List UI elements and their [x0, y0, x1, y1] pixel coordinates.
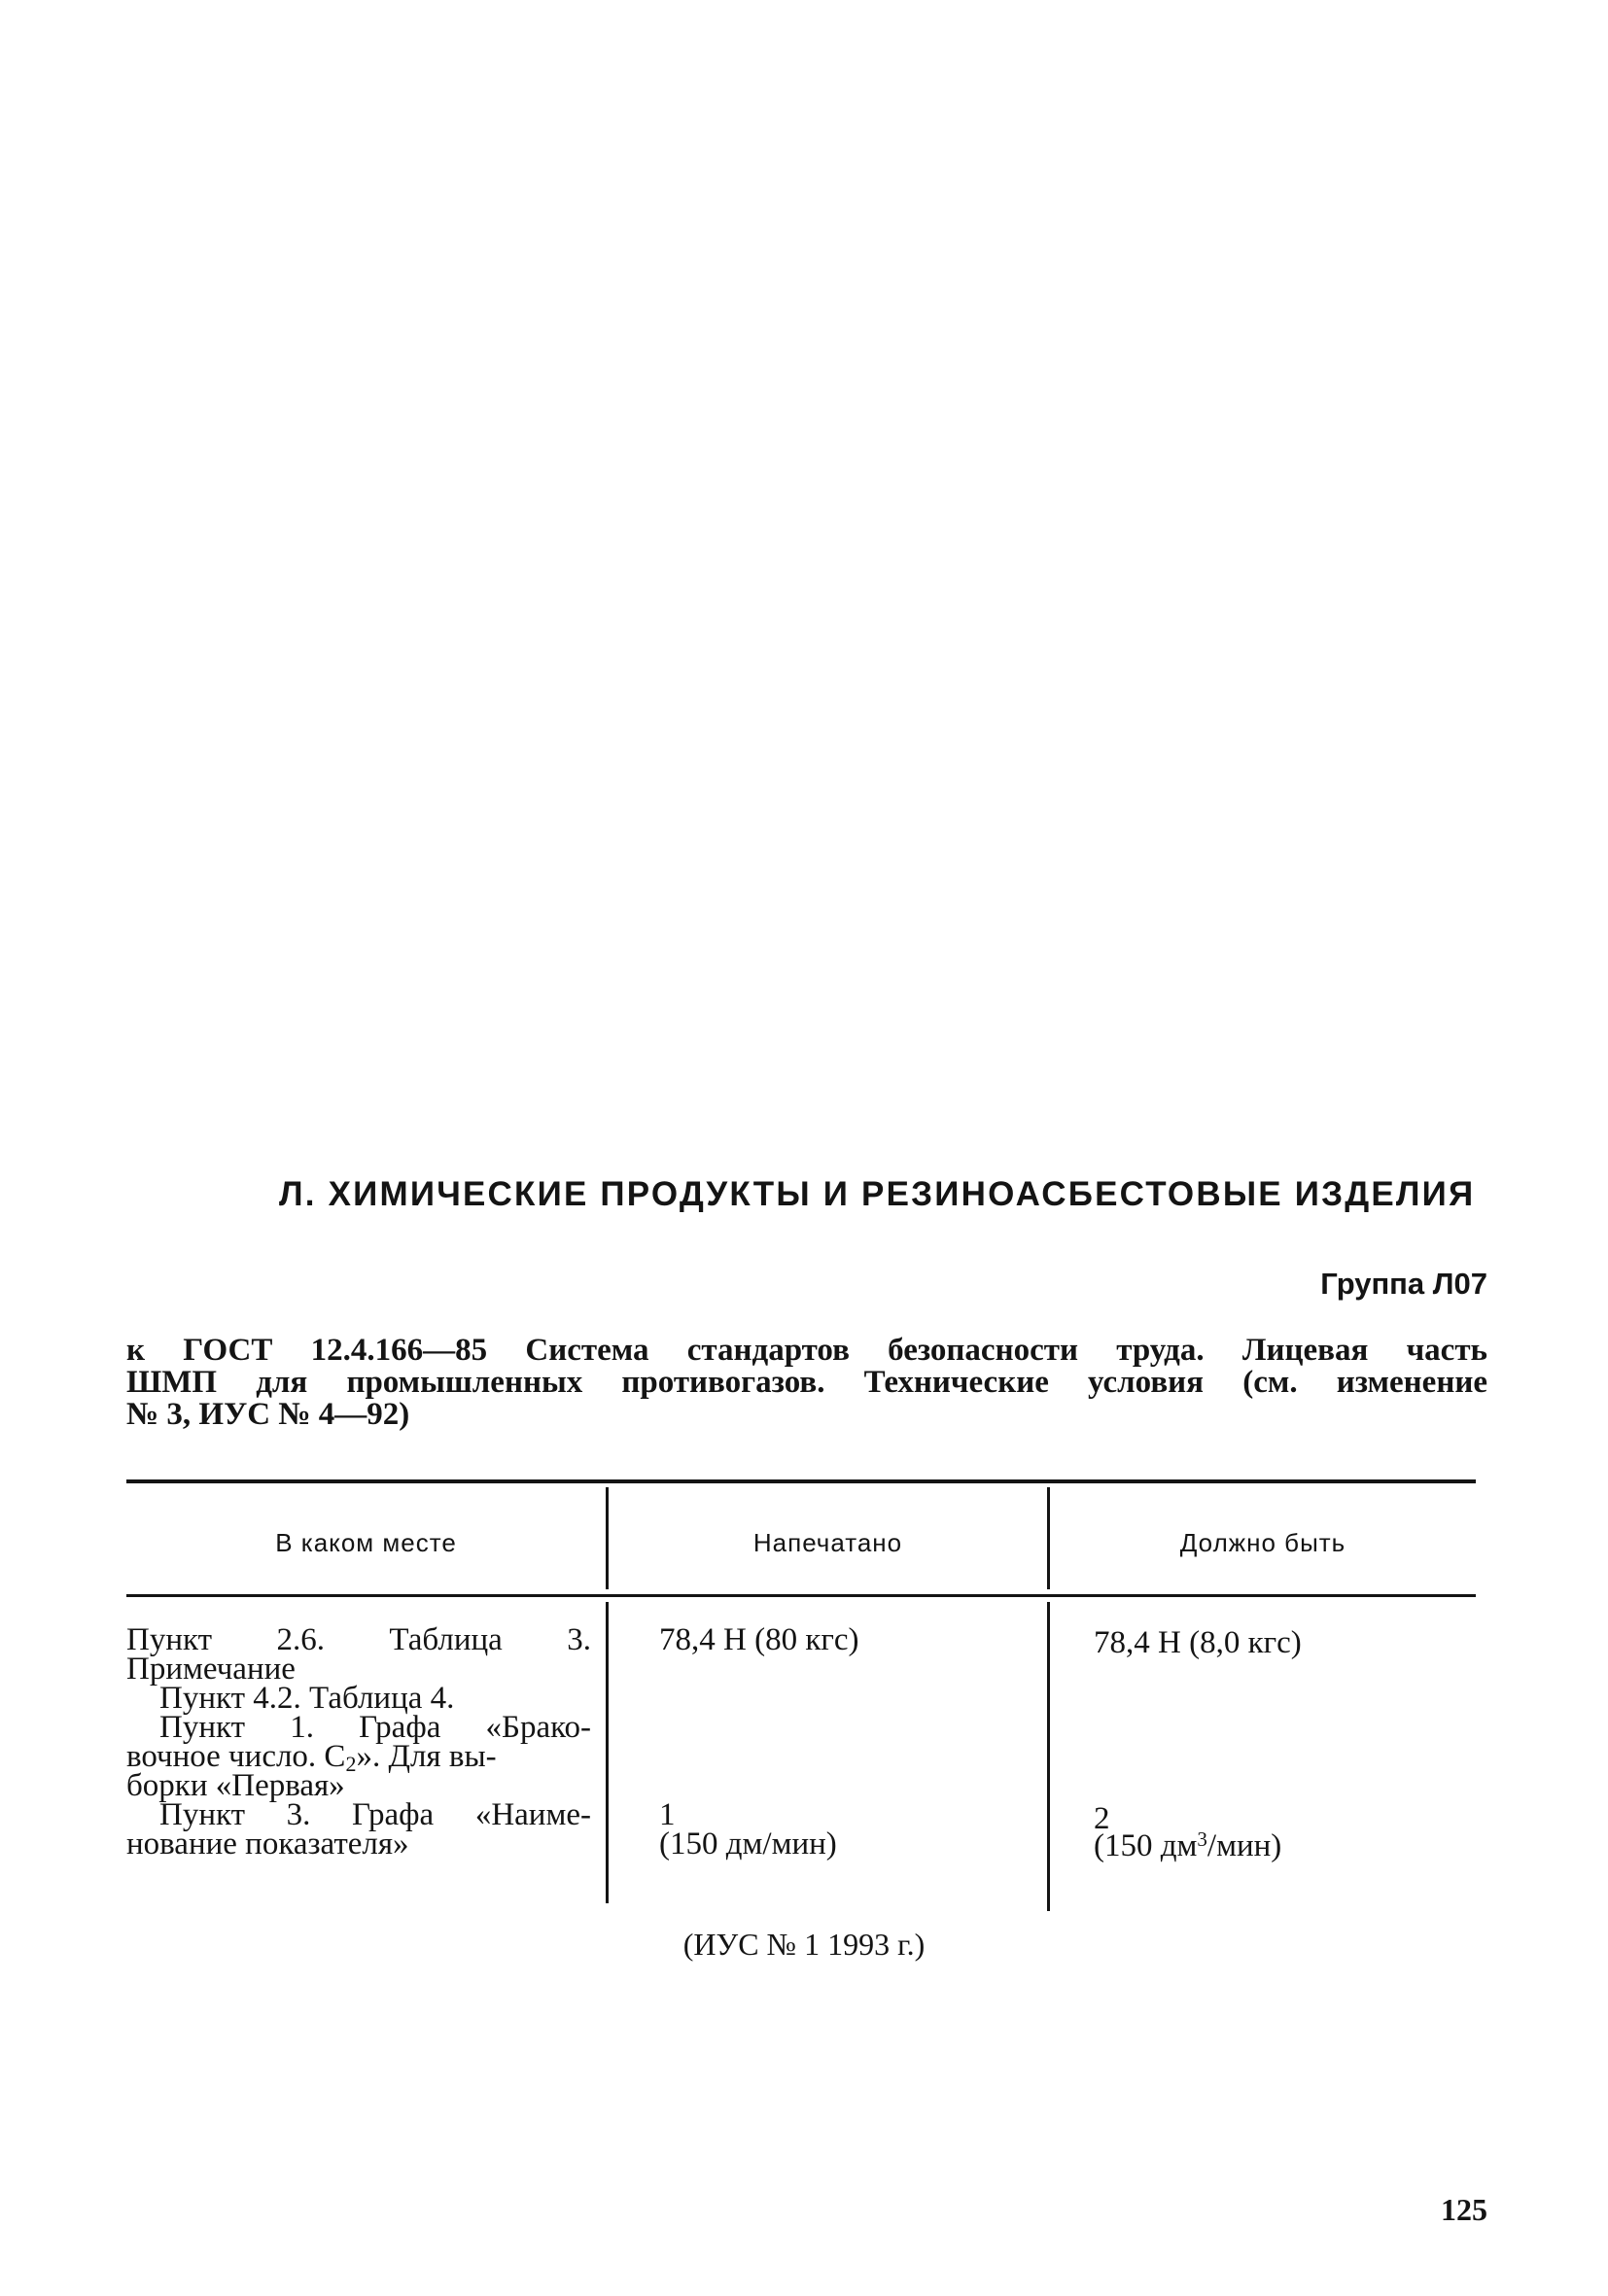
- intro-paragraph: [126, 1335, 1487, 1431]
- table-top-rule: [126, 1479, 1476, 1483]
- location-line: Пункт 4.2. Таблица 4.: [159, 1681, 455, 1716]
- corrected-value-text: (150 дм: [1094, 1828, 1198, 1863]
- location-line: Пункт 1. Графа «Брако-: [159, 1710, 591, 1745]
- corrected-value-row-1: 78,4 Н (8,0 кгс): [1094, 1625, 1302, 1660]
- superscript-exponent: 3: [1197, 1827, 1207, 1851]
- intro-line-1: к ГОСТ 12.4.166—85 Система стандартов безопасности труда. Лицевая часть: [126, 1333, 1487, 1368]
- table-header-location: В каком месте: [275, 1528, 457, 1557]
- corrected-value-row-2: 2: [1094, 1801, 1110, 1836]
- intro-line-2: ШМП для промышленных противогазов. Технические условия (см. изменение: [126, 1365, 1487, 1400]
- printed-value-row-2: 1: [659, 1797, 676, 1832]
- page-number: 125: [1441, 2192, 1487, 2227]
- table-header-rule: [126, 1594, 1476, 1597]
- section-title: Л. ХИМИЧЕСКИЕ ПРОДУКТЫ И РЕЗИНОАСБЕСТОВЫЕ ИЗДЕЛИЯ: [279, 1175, 1476, 1213]
- location-line-text: вочное число. C: [126, 1739, 346, 1774]
- location-line: Примечание: [126, 1652, 296, 1687]
- location-line: Пункт 2.6. Таблица 3.: [126, 1622, 591, 1657]
- footer-note: (ИУС № 1 1993 г.): [682, 1927, 926, 1962]
- table-header-should-be: Должно быть: [1179, 1528, 1346, 1557]
- column-divider-1-body: [606, 1602, 609, 1903]
- location-line-text: ». Для вы-: [356, 1739, 497, 1774]
- printed-value-row-1: 78,4 Н (80 кгс): [659, 1622, 859, 1657]
- location-column: [126, 1622, 591, 1861]
- table-header-printed: Напечатано: [752, 1528, 903, 1557]
- location-line: борки «Первая»: [126, 1768, 345, 1803]
- location-line: [126, 1739, 591, 1776]
- column-divider-2-body: [1047, 1602, 1050, 1911]
- corrected-value-text: /мин): [1206, 1828, 1282, 1863]
- location-line: нование показателя»: [126, 1826, 409, 1861]
- group-label: Группа Л07: [1320, 1267, 1487, 1301]
- corrected-value-row-3: [1094, 1827, 1282, 1863]
- subscript-index: 2: [345, 1752, 357, 1776]
- printed-value-row-3: (150 дм/мин): [659, 1826, 837, 1861]
- intro-line-3: № 3, ИУС № 4—92): [126, 1397, 410, 1432]
- location-line: Пункт 3. Графа «Наиме-: [159, 1797, 591, 1832]
